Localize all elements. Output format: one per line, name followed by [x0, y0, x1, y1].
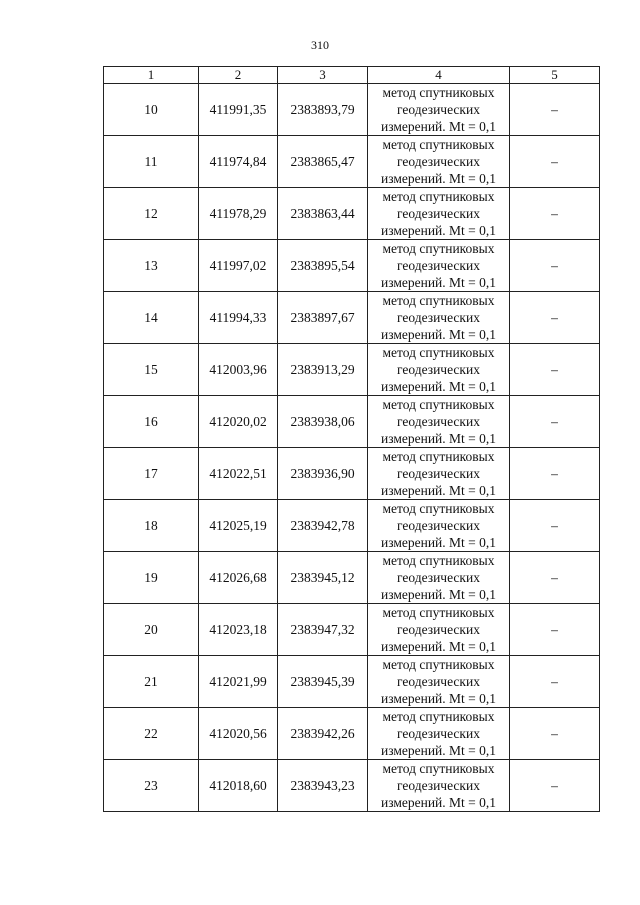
note-cell: – [510, 552, 600, 604]
y-coordinate-cell: 2383942,78 [278, 500, 368, 552]
method-line: измерений. Mt = 0,1 [380, 379, 497, 394]
x-coordinate-cell: 411997,02 [199, 240, 278, 292]
method-cell [368, 136, 510, 188]
method-line: геодезических [397, 778, 480, 793]
point-number-cell: 14 [104, 292, 199, 344]
method-cell [368, 448, 510, 500]
note-cell: – [510, 656, 600, 708]
method-line: измерений. Mt = 0,1 [380, 171, 497, 186]
x-coordinate-cell: 412022,51 [199, 448, 278, 500]
x-coordinate-cell: 412020,02 [199, 396, 278, 448]
x-coordinate-cell: 412021,99 [199, 656, 278, 708]
x-coordinate-cell: 412020,56 [199, 708, 278, 760]
x-coordinate-cell: 412025,19 [199, 500, 278, 552]
method-line: геодезических [397, 622, 480, 637]
table-row [104, 292, 600, 344]
method-line: измерений. Mt = 0,1 [380, 119, 497, 134]
method-line: метод спутниковых [382, 397, 495, 412]
y-coordinate-cell: 2383897,67 [278, 292, 368, 344]
method-cell [368, 188, 510, 240]
note-cell: – [510, 604, 600, 656]
point-number-cell: 19 [104, 552, 199, 604]
method-line: метод спутниковых [382, 553, 495, 568]
y-coordinate-cell: 2383943,23 [278, 760, 368, 812]
x-coordinate-cell: 412018,60 [199, 760, 278, 812]
table-header-row [104, 67, 600, 84]
note-cell: – [510, 136, 600, 188]
table-row [104, 396, 600, 448]
point-number-cell: 22 [104, 708, 199, 760]
method-line: метод спутниковых [382, 501, 495, 516]
x-coordinate-cell: 412003,96 [199, 344, 278, 396]
y-coordinate-cell: 2383936,90 [278, 448, 368, 500]
note-cell: – [510, 396, 600, 448]
page-number: 310 [311, 38, 329, 52]
method-line: измерений. Mt = 0,1 [380, 483, 497, 498]
method-line: измерений. Mt = 0,1 [380, 535, 497, 550]
method-line: измерений. Mt = 0,1 [380, 327, 497, 342]
table-row [104, 604, 600, 656]
method-line: метод спутниковых [382, 241, 495, 256]
method-line: измерений. Mt = 0,1 [380, 795, 497, 810]
table-row [104, 708, 600, 760]
column-header: 5 [510, 67, 600, 84]
y-coordinate-cell: 2383945,39 [278, 656, 368, 708]
point-number-cell: 11 [104, 136, 199, 188]
point-number-cell: 12 [104, 188, 199, 240]
method-line: метод спутниковых [382, 449, 495, 464]
y-coordinate-cell: 2383945,12 [278, 552, 368, 604]
method-line: геодезических [397, 674, 480, 689]
method-line: геодезических [397, 518, 480, 533]
method-line: геодезических [397, 154, 480, 169]
table-row [104, 240, 600, 292]
method-cell [368, 500, 510, 552]
y-coordinate-cell: 2383947,32 [278, 604, 368, 656]
table-row [104, 84, 600, 136]
method-line: геодезических [397, 726, 480, 741]
method-cell [368, 656, 510, 708]
x-coordinate-cell: 411974,84 [199, 136, 278, 188]
table-row [104, 448, 600, 500]
point-number-cell: 20 [104, 604, 199, 656]
method-line: измерений. Mt = 0,1 [380, 587, 497, 602]
y-coordinate-cell: 2383893,79 [278, 84, 368, 136]
column-header: 4 [368, 67, 510, 84]
method-line: геодезических [397, 258, 480, 273]
method-line: измерений. Mt = 0,1 [380, 223, 497, 238]
y-coordinate-cell: 2383913,29 [278, 344, 368, 396]
method-line: геодезических [397, 362, 480, 377]
y-coordinate-cell: 2383938,06 [278, 396, 368, 448]
x-coordinate-cell: 411994,33 [199, 292, 278, 344]
method-line: измерений. Mt = 0,1 [380, 431, 497, 446]
method-cell [368, 604, 510, 656]
method-line: метод спутниковых [382, 761, 495, 776]
note-cell: – [510, 448, 600, 500]
note-cell: – [510, 500, 600, 552]
point-number-cell: 10 [104, 84, 199, 136]
method-cell [368, 240, 510, 292]
method-line: метод спутниковых [382, 657, 495, 672]
x-coordinate-cell: 412026,68 [199, 552, 278, 604]
table-row [104, 552, 600, 604]
method-cell [368, 396, 510, 448]
note-cell: – [510, 188, 600, 240]
method-cell [368, 708, 510, 760]
method-line: геодезических [397, 466, 480, 481]
y-coordinate-cell: 2383865,47 [278, 136, 368, 188]
method-line: геодезических [397, 310, 480, 325]
x-coordinate-cell: 411978,29 [199, 188, 278, 240]
column-header: 1 [104, 67, 199, 84]
note-cell: – [510, 84, 600, 136]
note-cell: – [510, 292, 600, 344]
point-number-cell: 15 [104, 344, 199, 396]
method-cell [368, 760, 510, 812]
method-line: метод спутниковых [382, 85, 495, 100]
method-line: геодезических [397, 414, 480, 429]
method-cell [368, 552, 510, 604]
x-coordinate-cell: 411991,35 [199, 84, 278, 136]
note-cell: – [510, 344, 600, 396]
column-header: 3 [278, 67, 368, 84]
point-number-cell: 21 [104, 656, 199, 708]
point-number-cell: 13 [104, 240, 199, 292]
method-line: метод спутниковых [382, 709, 495, 724]
y-coordinate-cell: 2383942,26 [278, 708, 368, 760]
y-coordinate-cell: 2383895,54 [278, 240, 368, 292]
method-cell [368, 84, 510, 136]
method-line: метод спутниковых [382, 345, 495, 360]
table-row [104, 344, 600, 396]
method-cell [368, 344, 510, 396]
point-number-cell: 17 [104, 448, 199, 500]
method-line: метод спутниковых [382, 189, 495, 204]
x-coordinate-cell: 412023,18 [199, 604, 278, 656]
method-line: измерений. Mt = 0,1 [380, 691, 497, 706]
method-line: метод спутниковых [382, 605, 495, 620]
coordinates-table [103, 66, 600, 812]
method-line: измерений. Mt = 0,1 [380, 639, 497, 654]
note-cell: – [510, 708, 600, 760]
column-header: 2 [199, 67, 278, 84]
y-coordinate-cell: 2383863,44 [278, 188, 368, 240]
method-line: измерений. Mt = 0,1 [380, 743, 497, 758]
table-row [104, 760, 600, 812]
method-line: метод спутниковых [382, 137, 495, 152]
point-number-cell: 16 [104, 396, 199, 448]
method-line: геодезических [397, 206, 480, 221]
method-line: метод спутниковых [382, 293, 495, 308]
point-number-cell: 18 [104, 500, 199, 552]
table-row [104, 500, 600, 552]
point-number-cell: 23 [104, 760, 199, 812]
note-cell: – [510, 240, 600, 292]
method-cell [368, 292, 510, 344]
table-row [104, 656, 600, 708]
table-row [104, 136, 600, 188]
method-line: геодезических [397, 102, 480, 117]
note-cell: – [510, 760, 600, 812]
method-line: геодезических [397, 570, 480, 585]
table-row [104, 188, 600, 240]
method-line: измерений. Mt = 0,1 [380, 275, 497, 290]
